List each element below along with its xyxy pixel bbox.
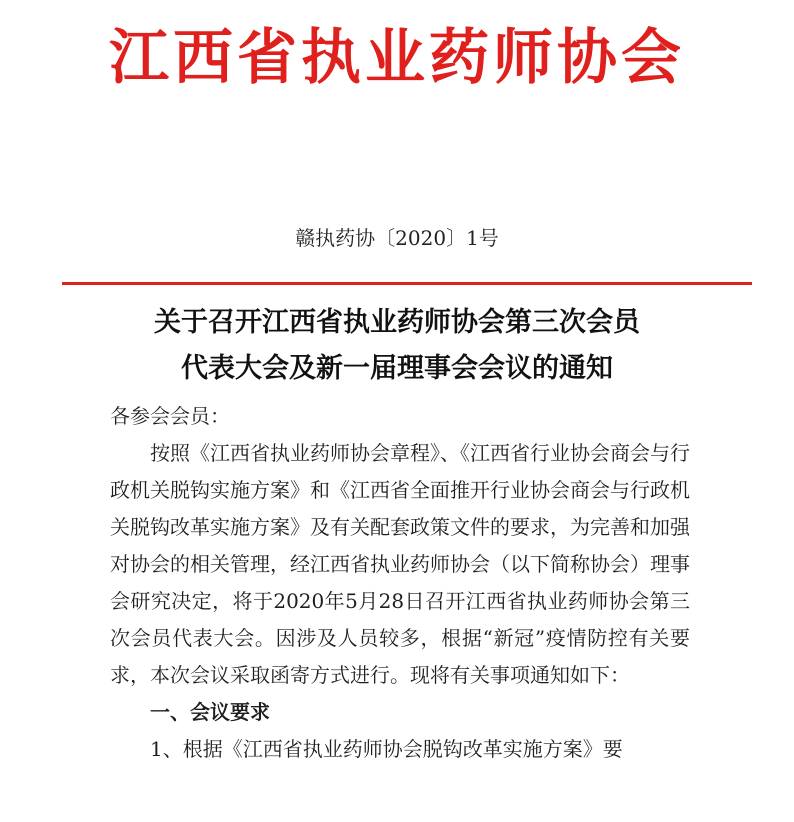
- title-line-2: 代表大会及新一届理事会会议的通知: [181, 353, 613, 384]
- red-divider-line: [62, 282, 752, 285]
- title-line-1: 关于召开江西省执业药师协会第三次会员: [154, 307, 640, 338]
- org-header: 江西省执业药师协会: [109, 23, 685, 93]
- salutation: 各参会会员：: [110, 404, 230, 428]
- list-item-1: 1、根据《江西省执业药师协会脱钩改革实施方案》要: [150, 737, 623, 761]
- section-heading-1: 一、会议要求: [150, 700, 270, 724]
- document-title: [0, 300, 794, 392]
- paragraph-1: 按照《江西省执业药师协会章程》、《江西省行业协会商会与行政机关脱钩实施方案》和《江西省全面推开行业协会商会与行政机关脱钩改革实施方案》及有关配套政策文件的要求，为完善和加强对协会的相关管理，经江西省执业药师协会（以下简称协会）理事会研究决定，将于2020年5月28日召开江西省执业药师协会第三次会员代表大会。因涉及人员较多，根据“新冠”疫情防控有关要求，本次会议采取函寄方式进行。现将有关事项通知如下：: [110, 441, 690, 687]
- document-number: 赣执药协〔2020〕1号: [295, 226, 499, 250]
- document-body: [110, 398, 690, 768]
